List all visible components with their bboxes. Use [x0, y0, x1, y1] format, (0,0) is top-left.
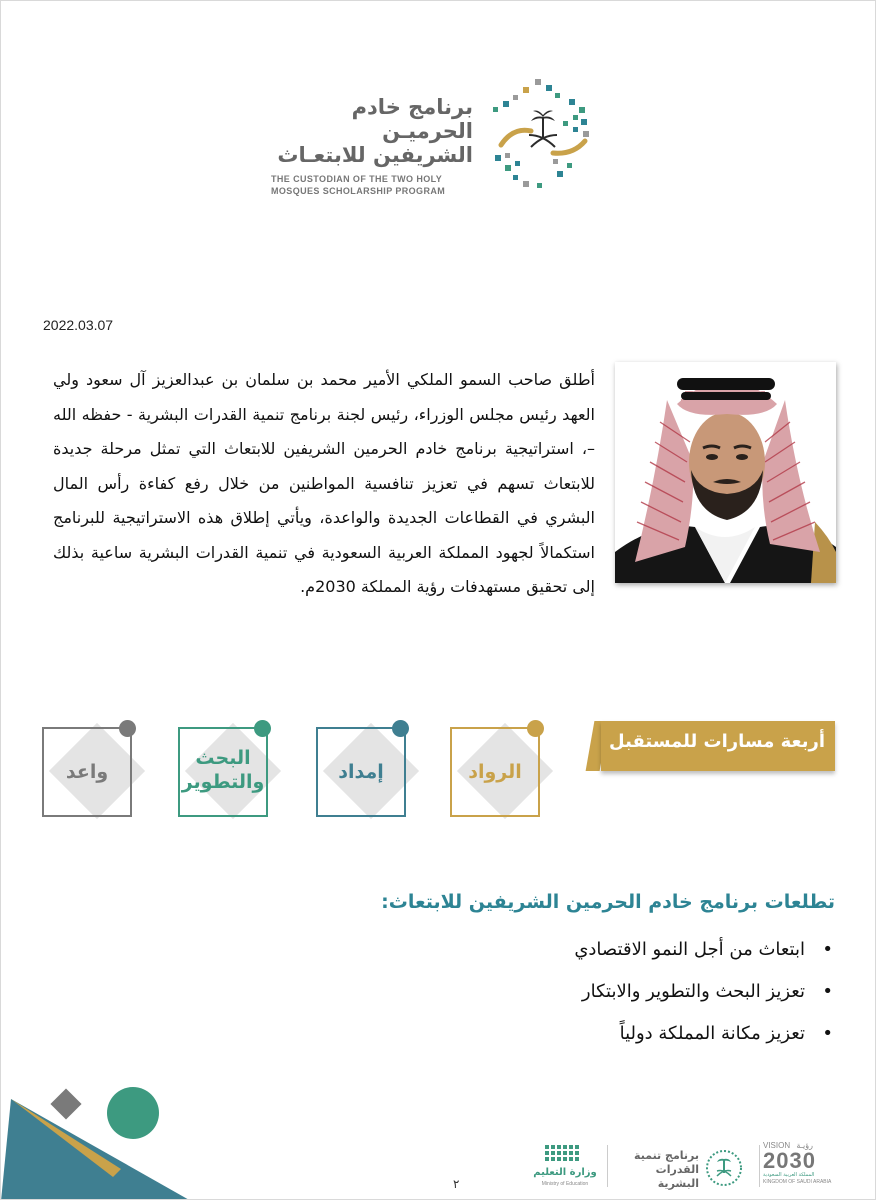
corner-decoration: [1, 1081, 191, 1200]
bullet-icon: •: [822, 939, 833, 960]
track-imdad-box: [316, 727, 406, 817]
track-research-box: [178, 727, 268, 817]
vision-year: 2030: [763, 1148, 816, 1173]
aspirations-list: [335, 929, 835, 1055]
footer-divider: [759, 1145, 760, 1187]
page-number: ٢: [453, 1177, 460, 1191]
track-research-label-line-1: البحث: [195, 747, 251, 769]
bullet-icon: •: [822, 1023, 833, 1044]
publication-date: 2022.03.07: [43, 317, 114, 333]
kingdom-emblem-icon: [705, 1149, 743, 1187]
program-mark-icon: [483, 75, 603, 193]
aspiration-item: [335, 1013, 835, 1055]
aspiration-item: [335, 929, 835, 971]
track-pioneers-box: [450, 727, 540, 817]
program-logo: [263, 75, 603, 196]
body-paragraph: أطلق صاحب السمو الملكي الأمير محمد بن سلمان بن عبدالعزيز آل سعود ولي العهد رئيس مجلس الوزراء، رئيس لجنة برنامج تنمية القدرات البشرية - حفظه الله –، استراتيجية برنامج خادم الحرمين الشريفين للابتعاث التي تمثل مرحلة جديدة للابتعاث تسهم في تعزيز تنافسية المواطنين من خلال رفع كفاءة رأس المال البشري في القطاعات الجديدة والواعدة، ويأتي إطلاق هذه الاستراتيجية للبرنامج استكمالاً لجهود المملكة العربية السعودية في تنمية القدرات البشرية ساعية بذلك إلى تحقيق مستهدفات رؤية المملكة 2030م.: [53, 370, 595, 596]
hcdp-line-1: برنامج تنمية: [634, 1149, 699, 1162]
bullet-icon: •: [822, 981, 833, 1002]
aspiration-item: [335, 971, 835, 1013]
track-imdad-dot: [392, 720, 409, 737]
vision-label: VISION: [763, 1141, 791, 1150]
palm-swords-emblem: [529, 111, 557, 148]
footer-logos: [529, 1141, 839, 1191]
ministry-name-en: Ministry of Education: [541, 1181, 589, 1187]
ministry-dots-icon: [543, 1143, 583, 1165]
ministry-logo: [529, 1141, 601, 1191]
footer-divider: [607, 1145, 608, 1187]
logo-english-line-1: THE CUSTODIAN OF THE TWO HOLY: [271, 174, 443, 184]
track-imdad-label: إمداد: [338, 761, 384, 783]
aspiration-text: تعزيز البحث والتطوير والابتكار: [581, 981, 805, 1002]
aspiration-text: تعزيز مكانة المملكة دولياً: [619, 1023, 805, 1044]
logo-english-line-2: MOSQUES SCHOLARSHIP PROGRAM: [271, 186, 446, 196]
vision-ar: رؤيـة: [796, 1141, 813, 1150]
logo-text: [263, 95, 473, 197]
hcdp-line-2: القدرات البشرية: [655, 1163, 699, 1190]
track-pioneers-label: الرواد: [468, 761, 522, 783]
aspirations-heading: تطلعات برنامج خادم الحرمين الشريفين للابتعاث:: [381, 891, 835, 913]
track-research-label-line-2: والتطوير: [181, 771, 265, 793]
portrait-illustration: [615, 362, 836, 583]
vision-2030-logo: [763, 1141, 839, 1191]
track-research-dot: [254, 720, 271, 737]
track-pioneers-dot: [527, 720, 544, 737]
logo-arabic-line-2: الشريفين للابتعـاث: [277, 143, 473, 167]
logo-arabic-line-1: برنامج خادم الحرميـن: [351, 95, 473, 143]
portrait-photo: [615, 362, 836, 583]
track-waed-label: واعد: [65, 761, 109, 783]
track-waed-box: [42, 727, 132, 817]
ministry-name-ar: وزارة التعليم: [533, 1167, 597, 1178]
track-waed-dot: [119, 720, 136, 737]
aspiration-text: ابتعاث من أجل النمو الاقتصادي: [574, 939, 805, 960]
vision-sub-ar: المملكة العربية السعودية: [763, 1172, 815, 1178]
scattered-squares: [493, 79, 589, 188]
tracks-banner: [601, 721, 835, 771]
tracks-title: أربعة مسارات للمستقبل: [609, 731, 825, 752]
vision-sub-en: KINGDOM OF SAUDI ARABIA: [763, 1179, 832, 1185]
hcdp-logo: [619, 1149, 699, 1191]
